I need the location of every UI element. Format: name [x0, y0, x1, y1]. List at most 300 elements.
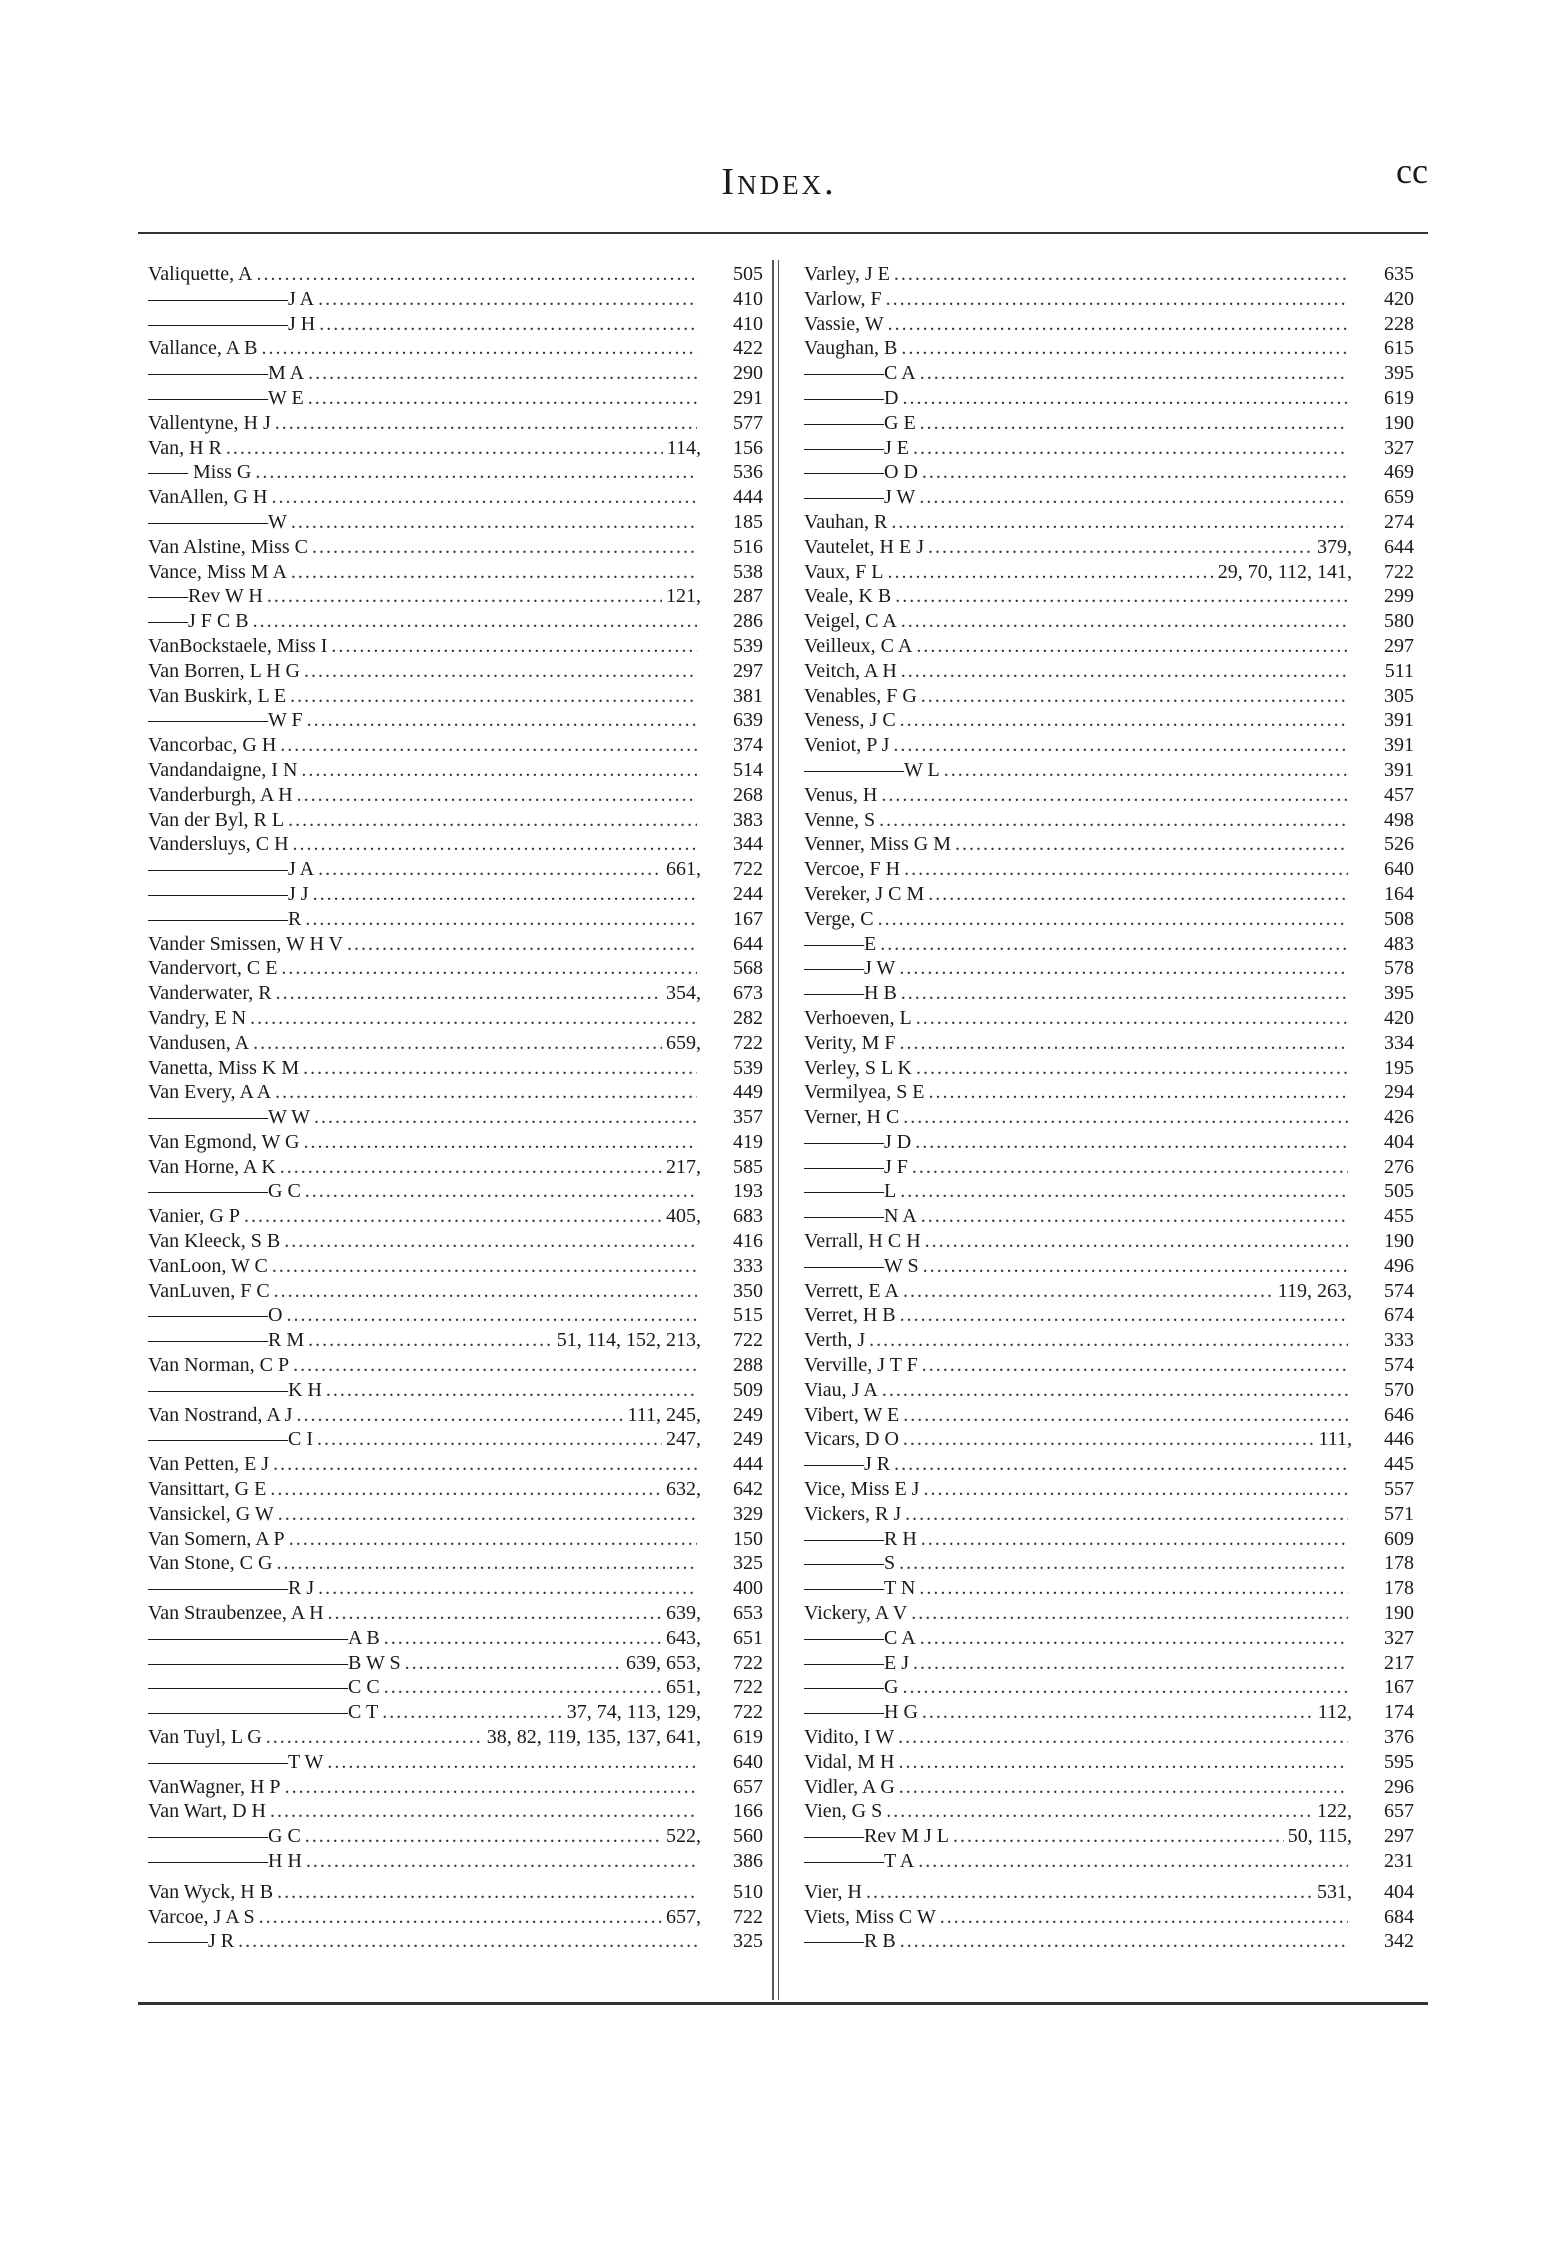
- entry-page-number: 249: [733, 1403, 763, 1426]
- dot-leader: [901, 659, 1348, 684]
- entry-page-number: 376: [1384, 1726, 1414, 1749]
- index-entry: [148, 1427, 763, 1452]
- dot-leader: [256, 262, 697, 287]
- dot-leader: [313, 882, 697, 907]
- dot-leader: [291, 560, 697, 585]
- entry-name: Vice, Miss E J: [804, 1478, 920, 1501]
- index-entry: [148, 312, 763, 337]
- dot-leader: [319, 312, 697, 337]
- entry-page-number: 286: [733, 610, 763, 633]
- dot-leader: [902, 1675, 1348, 1700]
- entry-name: Van Tuyl, L G: [148, 1726, 262, 1749]
- entry-name: Van Wyck, H B: [148, 1880, 274, 1903]
- index-entry: [804, 932, 1414, 957]
- entry-page-number: 509: [733, 1378, 763, 1401]
- entry-page-number: 217: [1384, 1651, 1414, 1674]
- dot-leader: [913, 436, 1348, 461]
- entry-name: Verrall, H C H: [804, 1230, 921, 1253]
- entry-name: Vanderburgh, A H: [148, 783, 293, 806]
- entry-name: ————L: [804, 1180, 897, 1203]
- entry-page-number: 288: [733, 1354, 763, 1377]
- entry-name: VanWagner, H P: [148, 1775, 281, 1798]
- entry-name: ——Rev W H: [148, 585, 263, 608]
- entry-page-number: 580: [1384, 610, 1414, 633]
- dot-leader: [905, 1502, 1348, 1527]
- entry-name: Vance, Miss M A: [148, 560, 287, 583]
- dot-leader: [912, 1155, 1348, 1180]
- entry-page-number: 674: [1384, 1304, 1414, 1327]
- index-entry: [148, 1675, 763, 1700]
- entry-name: Vickery, A V: [804, 1602, 908, 1625]
- entry-page-number: 299: [1384, 585, 1414, 608]
- index-entry: [804, 1849, 1414, 1874]
- entry-name: Verth, J: [804, 1329, 866, 1352]
- entry-name: ————J E: [804, 436, 909, 459]
- entry-page-number: 244: [733, 882, 763, 905]
- entry-page-number: 722: [733, 1905, 763, 1928]
- entry-page-number: 511: [1384, 659, 1414, 682]
- dot-leader: [899, 956, 1348, 981]
- dot-leader: [308, 386, 697, 411]
- dot-leader: [312, 535, 697, 560]
- dot-leader: [301, 758, 697, 783]
- entry-page-number: 642: [733, 1478, 763, 1501]
- entry-page-number: 333: [733, 1254, 763, 1277]
- dot-leader: [900, 708, 1348, 733]
- entry-page-number: 538: [733, 560, 763, 583]
- index-entry: [148, 1880, 763, 1905]
- dot-leader: [928, 882, 1348, 907]
- dot-leader: [305, 1179, 697, 1204]
- entry-name: VanAllen, G H: [148, 486, 268, 509]
- entry-page-number: 297: [1384, 634, 1414, 657]
- entry-name: Varley, J E: [804, 263, 890, 285]
- entry-name: ——————W E: [148, 386, 304, 409]
- entry-name: ————J D: [804, 1130, 912, 1153]
- dot-leader: [285, 1775, 697, 1800]
- entry-page-number: 457: [1384, 783, 1414, 806]
- index-entry: [148, 560, 763, 585]
- entry-name: Vermilyea, S E: [804, 1081, 925, 1104]
- dot-leader: [879, 808, 1348, 833]
- entry-name: ——————W: [148, 510, 287, 533]
- dot-leader: [255, 460, 697, 485]
- dot-leader: [307, 708, 697, 733]
- entry-name: Van Buskirk, L E: [148, 684, 287, 707]
- entry-page-number: 150: [733, 1527, 763, 1550]
- entry-name: ———J R: [148, 1930, 235, 1953]
- index-entry: [148, 336, 763, 361]
- dot-leader: [915, 1130, 1348, 1155]
- dot-leader: [898, 1750, 1348, 1775]
- index-entry: [804, 832, 1414, 857]
- index-entry: [148, 1229, 763, 1254]
- entry-page-number: 516: [733, 535, 763, 558]
- entry-page-number: 539: [733, 1056, 763, 1079]
- index-entry: [148, 1799, 763, 1824]
- entry-name: Vereker, J C M: [804, 882, 925, 905]
- dot-leader: [886, 1799, 1313, 1824]
- dot-leader: [921, 684, 1348, 709]
- entry-additional-pages: 651,: [666, 1676, 701, 1699]
- entry-name: Veilleux, C A: [804, 634, 913, 657]
- entry-name: Vibert, W E: [804, 1403, 900, 1426]
- entry-additional-pages: 639,: [666, 1602, 701, 1625]
- entry-name: Vassie, W: [804, 312, 884, 335]
- dot-leader: [893, 733, 1348, 758]
- entry-name: Vallance, A B: [148, 337, 258, 360]
- entry-name: Van Petten, E J: [148, 1453, 270, 1476]
- dot-leader: [253, 609, 697, 634]
- dot-leader: [331, 634, 697, 659]
- entry-additional-pages: 247,: [666, 1428, 701, 1451]
- index-entry: [804, 1353, 1414, 1378]
- dot-leader: [244, 1204, 662, 1229]
- dot-leader: [303, 1130, 697, 1155]
- index-entry: [148, 361, 763, 386]
- entry-page-number: 508: [1384, 907, 1414, 930]
- dot-leader: [304, 659, 697, 684]
- dot-leader: [288, 808, 697, 833]
- entry-page-number: 644: [733, 932, 763, 955]
- index-entry: [148, 832, 763, 857]
- entry-name: Van Every, A A: [148, 1081, 272, 1104]
- index-entry: [804, 1576, 1414, 1601]
- dot-leader: [250, 1006, 697, 1031]
- index-entry: [804, 1675, 1414, 1700]
- index-entry: [148, 907, 763, 932]
- entry-page-number: 673: [733, 982, 763, 1005]
- entry-name: ———————C I: [148, 1428, 313, 1451]
- page-number: cc: [1396, 151, 1428, 191]
- entry-page-number: 419: [733, 1130, 763, 1153]
- entry-name: ————T N: [804, 1577, 916, 1600]
- entry-page-number: 684: [1384, 1905, 1414, 1928]
- dot-leader: [278, 1502, 697, 1527]
- index-entry: [804, 1204, 1414, 1229]
- entry-name: ————J F: [804, 1155, 908, 1178]
- index-entry: [804, 535, 1414, 560]
- page-title: Index.: [721, 161, 837, 203]
- dot-leader: [899, 1031, 1348, 1056]
- entry-page-number: 294: [1384, 1081, 1414, 1104]
- entry-name: ——————H H: [148, 1850, 302, 1872]
- entry-additional-pages: 51, 114, 152, 213,: [556, 1329, 701, 1352]
- dot-leader: [898, 1725, 1348, 1750]
- dot-leader: [326, 1378, 697, 1403]
- entry-name: —— Miss G: [148, 461, 252, 484]
- dot-leader: [347, 932, 697, 957]
- entry-name: Verville, J T F: [804, 1354, 918, 1377]
- entry-name: Verrett, E A: [804, 1279, 899, 1302]
- index-entry: [148, 1905, 763, 1930]
- index-entry: [148, 733, 763, 758]
- index-entry: [804, 1824, 1414, 1849]
- entry-page-number: 651: [733, 1626, 763, 1649]
- index-entry: [804, 1700, 1414, 1725]
- entry-name: Valiquette, A: [148, 263, 253, 285]
- index-entry: [804, 857, 1414, 882]
- entry-name: ———————J H: [148, 312, 316, 335]
- dot-leader: [918, 1849, 1348, 1874]
- dot-leader: [270, 1477, 662, 1502]
- entry-additional-pages: 122,: [1317, 1800, 1352, 1823]
- column-divider: [772, 260, 774, 2000]
- entry-page-number: 193: [733, 1180, 763, 1203]
- dot-leader: [922, 1700, 1314, 1725]
- entry-page-number: 560: [733, 1825, 763, 1848]
- entry-page-number: 446: [1384, 1428, 1414, 1451]
- dot-leader: [919, 1576, 1348, 1601]
- index-entry: [804, 1105, 1414, 1130]
- entry-name: ———J R: [804, 1453, 891, 1476]
- dot-leader: [903, 1427, 1315, 1452]
- dot-leader: [238, 1929, 697, 1954]
- dot-leader: [911, 1601, 1348, 1626]
- entry-name: Vercoe, F H: [804, 858, 901, 881]
- index-entry: [804, 1601, 1414, 1626]
- entry-page-number: 722: [733, 1676, 763, 1699]
- entry-page-number: 568: [733, 957, 763, 980]
- entry-additional-pages: 531,: [1317, 1880, 1352, 1903]
- entry-name: Vandry, E N: [148, 1006, 247, 1029]
- entry-page-number: 268: [733, 783, 763, 806]
- entry-page-number: 444: [733, 486, 763, 509]
- entry-page-number: 445: [1384, 1453, 1414, 1476]
- entry-page-number: 595: [1384, 1750, 1414, 1773]
- entry-page-number: 557: [1384, 1478, 1414, 1501]
- dot-leader: [226, 436, 663, 461]
- dot-leader: [327, 1750, 697, 1775]
- index-entry: [804, 436, 1414, 461]
- entry-page-number: 420: [1384, 287, 1414, 310]
- index-entry: [804, 758, 1414, 783]
- dot-leader: [902, 386, 1348, 411]
- entry-name: ———————R J: [148, 1577, 315, 1600]
- entry-page-number: 185: [733, 510, 763, 533]
- index-entry: [804, 1155, 1414, 1180]
- bottom-rule: [138, 2002, 1428, 2005]
- index-entry: [148, 1750, 763, 1775]
- entry-name: Veniot, P J: [804, 734, 890, 757]
- entry-page-number: 276: [1384, 1155, 1414, 1178]
- index-entry: [148, 1303, 763, 1328]
- entry-page-number: 510: [733, 1880, 763, 1903]
- entry-page-number: 166: [733, 1800, 763, 1823]
- index-entry: [148, 287, 763, 312]
- index-entry: [148, 535, 763, 560]
- entry-name: Vandusen, A: [148, 1031, 250, 1054]
- entry-page-number: 395: [1384, 982, 1414, 1005]
- entry-page-number: 297: [1384, 1825, 1414, 1848]
- dot-leader: [290, 684, 697, 709]
- entry-additional-pages: 37, 74, 113, 129,: [566, 1701, 701, 1724]
- index-entry: [148, 1551, 763, 1576]
- entry-name: ———————K H: [148, 1378, 322, 1401]
- index-entry: [148, 932, 763, 957]
- entry-page-number: 291: [733, 386, 763, 409]
- entry-name: Van Wart, D H: [148, 1800, 266, 1823]
- entry-name: Venner, Miss G M: [804, 833, 951, 856]
- index-entry: [148, 882, 763, 907]
- index-entry: [804, 287, 1414, 312]
- entry-name: VanLuven, F C: [148, 1279, 270, 1302]
- index-entry: [804, 560, 1414, 585]
- entry-name: Van Stone, C G: [148, 1552, 273, 1575]
- entry-additional-pages: 661,: [666, 858, 701, 881]
- entry-page-number: 496: [1384, 1254, 1414, 1277]
- entry-page-number: 585: [733, 1155, 763, 1178]
- dot-leader: [291, 510, 697, 535]
- index-entry: [804, 1403, 1414, 1428]
- dot-leader: [903, 1403, 1348, 1428]
- index-entry: [148, 609, 763, 634]
- entry-additional-pages: 522,: [666, 1825, 701, 1848]
- index-entry: [804, 1929, 1414, 1954]
- dot-leader: [925, 1229, 1348, 1254]
- index-entry: [148, 1130, 763, 1155]
- entry-additional-pages: 112,: [1317, 1701, 1352, 1724]
- dot-leader: [253, 1031, 662, 1056]
- index-entry: [804, 1130, 1414, 1155]
- entry-page-number: 646: [1384, 1403, 1414, 1426]
- index-entry: [148, 1204, 763, 1229]
- index-entry: [804, 485, 1414, 510]
- entry-name: ——————————C T: [148, 1701, 379, 1724]
- index-entry: [148, 1700, 763, 1725]
- index-entry: [804, 609, 1414, 634]
- entry-additional-pages: 114,: [666, 436, 701, 459]
- index-entry: [804, 708, 1414, 733]
- entry-page-number: 282: [733, 1006, 763, 1029]
- dot-leader: [318, 857, 662, 882]
- dot-leader: [274, 1279, 697, 1304]
- entry-name: ————W S: [804, 1254, 919, 1277]
- entry-page-number: 325: [733, 1930, 763, 1953]
- index-entry: [804, 584, 1414, 609]
- index-entry: [804, 733, 1414, 758]
- index-entry: [148, 758, 763, 783]
- dot-leader: [920, 411, 1348, 436]
- entry-page-number: 164: [1384, 882, 1414, 905]
- entry-name: Verity, M F: [804, 1031, 896, 1054]
- index-entry: [804, 1080, 1414, 1105]
- dot-leader: [888, 312, 1348, 337]
- dot-leader: [314, 1105, 697, 1130]
- entry-name: Varcoe, J A S: [148, 1905, 255, 1928]
- entry-name: ———————J A: [148, 287, 315, 310]
- entry-name: Veness, J C: [804, 709, 896, 732]
- entry-name: Veigel, C A: [804, 610, 897, 633]
- dot-leader: [384, 1675, 662, 1700]
- index-entry: [804, 1427, 1414, 1452]
- index-entry: [804, 1775, 1414, 1800]
- entry-page-number: 305: [1384, 684, 1414, 707]
- entry-page-number: 653: [733, 1602, 763, 1625]
- entry-additional-pages: 29, 70, 112, 141,: [1217, 560, 1352, 583]
- entry-page-number: 395: [1384, 362, 1414, 385]
- entry-page-number: 536: [733, 461, 763, 484]
- entry-page-number: 374: [733, 734, 763, 757]
- entry-name: Veitch, A H: [804, 659, 897, 682]
- dot-leader: [259, 1905, 662, 1930]
- entry-name: ——————G C: [148, 1180, 301, 1203]
- dot-leader: [280, 733, 697, 758]
- index-entry: [804, 882, 1414, 907]
- entry-page-number: 344: [733, 833, 763, 856]
- entry-name: Venne, S: [804, 808, 876, 831]
- entry-page-number: 515: [733, 1304, 763, 1327]
- entry-name: ———————J A: [148, 858, 315, 881]
- dot-leader: [916, 1056, 1348, 1081]
- dot-leader: [887, 560, 1213, 585]
- index-entry: [148, 1031, 763, 1056]
- index-entry: [804, 1725, 1414, 1750]
- index-entry: [148, 956, 763, 981]
- entry-page-number: 570: [1384, 1378, 1414, 1401]
- dot-leader: [276, 1551, 697, 1576]
- dot-leader: [940, 1905, 1348, 1930]
- entry-page-number: 287: [733, 585, 763, 608]
- index-entry: [148, 411, 763, 436]
- dot-leader: [894, 1452, 1348, 1477]
- entry-page-number: 505: [733, 263, 763, 285]
- dot-leader: [866, 1880, 1313, 1905]
- entry-name: —————W L: [804, 758, 940, 781]
- index-entry: [804, 956, 1414, 981]
- index-entry: [804, 1378, 1414, 1403]
- entry-name: ———Rev M J L: [804, 1825, 949, 1848]
- dot-leader: [308, 1328, 553, 1353]
- dot-leader: [903, 1105, 1348, 1130]
- dot-leader: [297, 783, 697, 808]
- entry-additional-pages: 659,: [666, 1031, 701, 1054]
- index-entry: [804, 411, 1414, 436]
- entry-page-number: 657: [1384, 1800, 1414, 1823]
- entry-page-number: 498: [1384, 808, 1414, 831]
- entry-additional-pages: 657,: [666, 1905, 701, 1928]
- entry-page-number: 578: [1384, 957, 1414, 980]
- entry-page-number: 635: [1384, 263, 1414, 285]
- index-entry: [148, 1254, 763, 1279]
- entry-page-number: 391: [1384, 709, 1414, 732]
- index-entry: [148, 584, 763, 609]
- entry-name: ————C A: [804, 1626, 916, 1649]
- index-entry: [804, 1502, 1414, 1527]
- entry-name: ————H G: [804, 1701, 918, 1724]
- index-entry: [148, 708, 763, 733]
- entry-page-number: 640: [1384, 858, 1414, 881]
- entry-page-number: 426: [1384, 1106, 1414, 1129]
- entry-page-number: 174: [1384, 1701, 1414, 1724]
- dot-leader: [318, 287, 697, 312]
- index-entry: [804, 1750, 1414, 1775]
- entry-page-number: 325: [733, 1552, 763, 1575]
- entry-name: Vandandaigne, I N: [148, 758, 298, 781]
- entry-page-number: 526: [1384, 833, 1414, 856]
- entry-name: ————R H: [804, 1527, 917, 1550]
- dot-leader: [293, 1353, 697, 1378]
- entry-name: ——————————A B: [148, 1626, 380, 1649]
- dot-leader: [901, 336, 1348, 361]
- entry-page-number: 329: [733, 1502, 763, 1525]
- entry-page-number: 722: [733, 1651, 763, 1674]
- entry-page-number: 619: [733, 1726, 763, 1749]
- entry-name: Van Alstine, Miss C: [148, 535, 309, 558]
- entry-page-number: 659: [1384, 486, 1414, 509]
- dot-leader: [293, 832, 697, 857]
- entry-name: Van Somern, A P: [148, 1527, 285, 1550]
